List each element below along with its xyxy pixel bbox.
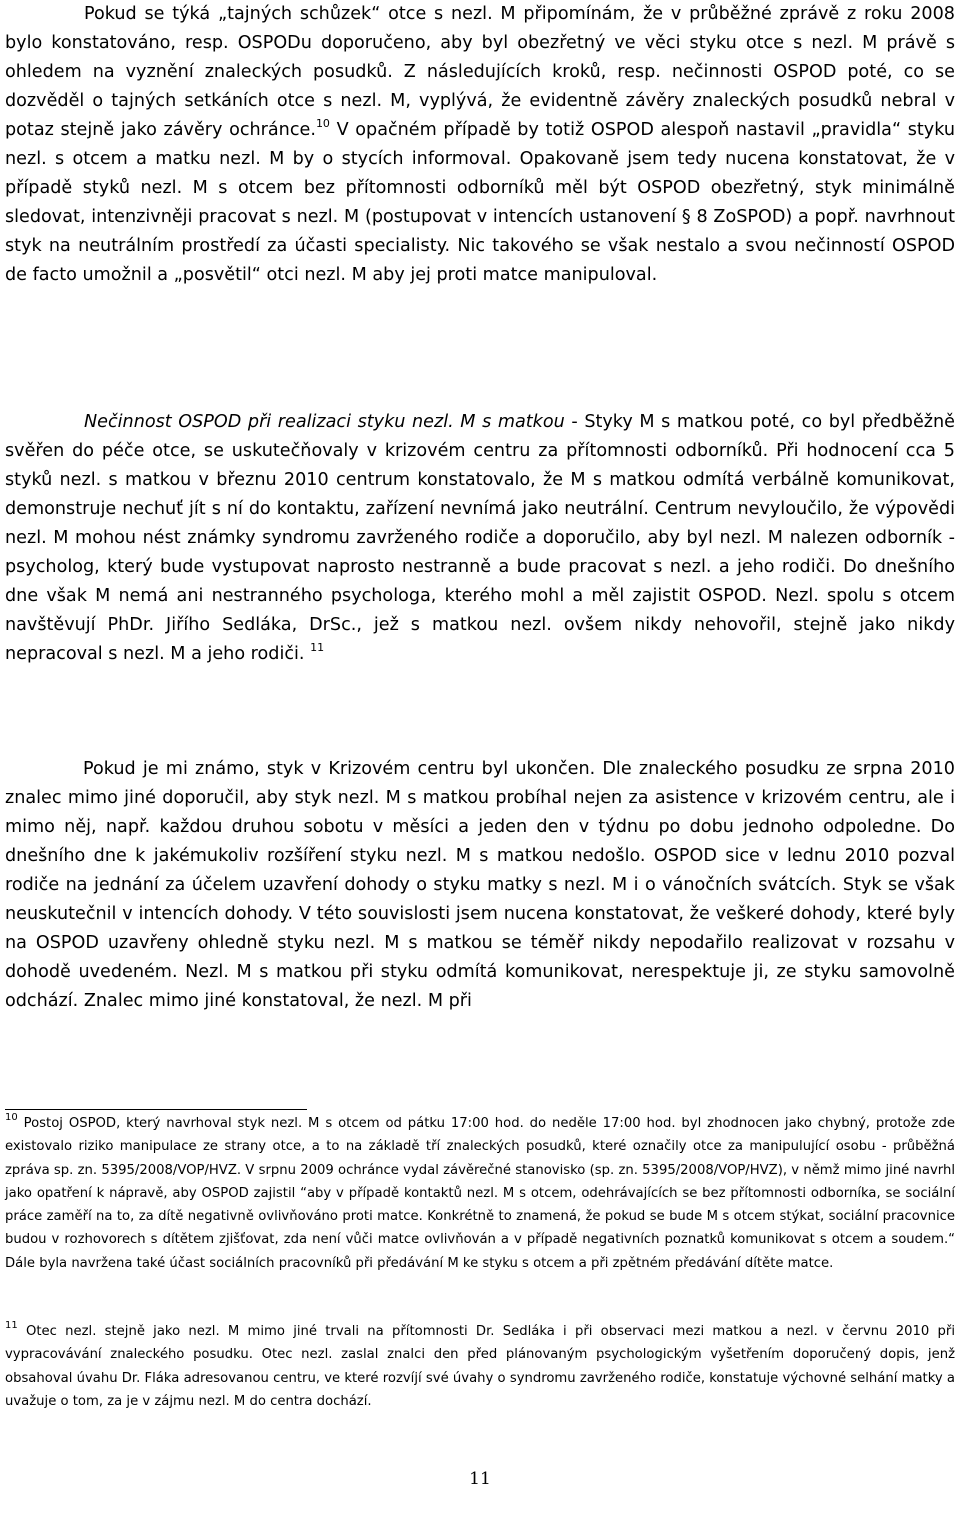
section-heading: Nečinnost OSPOD při realizaci styku nezl. M s matkou <box>84 412 565 432</box>
paragraph-text: Pokud je mi známo, styk v Krizovém centru byl ukončen. Dle znaleckého posudku ze srpna 2010 znalec mimo jiné doporučil, aby styk nezl. M s matkou probíhal nejen za asistence v krizovém centru, ale i mimo něj, např. každou druhou sobotu v měsíci a jeden den v týdnu po dobu jednoho odpoledne. Do dnešního dne k jakémukoliv rozšíření styku nezl. M s matkou nedošlo. OSPOD sice v lednu 2010 pozval rodiče na jednání za účelem uzavření dohody o styku matky s nezl. M i o vánočních svátcích. Styk se však neuskutečnil v intencích dohody. V této souvislosti jsem nucena konstatovat, že veškeré dohody, které byly na OSPOD uzavřeny ohledně styku nezl. M s matkou se téměř nikdy nepodařilo realizovat v rozsahu v dohodě uvedeném. Nezl. M s matkou při styku odmítá komunikovat, nerespektuje ji, ze styku samovolně odchází. Znalec mimo jiné konstatoval, že nezl. M při <box>5 759 955 1011</box>
footnote-11 <box>5 1320 955 1413</box>
footnote-text: Postoj OSPOD, který navrhoval styk nezl. M s otcem od pátku 17:00 hod. do neděle 17:00 hod. byl zhodnocen jako chybný, protože zde existovalo riziko manipulace ze strany otce, a to na základě tří znaleckých posudků, které označily otce za manipulující osobu - průběžná zpráva sp. zn. 5395/2008/VOP/HVZ. V srpnu 2009 ochránce vydal závěrečné stanovisko (sp. zn. 5395/2008/VOP/HVZ), v němž mimo jiné navrhl jako opatření k nápravě, aby OSPOD zajistil “aby v případě kontaktů nezl. M s otcem, odehrávajících se bez přítomnosti odborníka, se sociální práce zaměří na to, za dítě negativně ovlivňováno proti matce. Konkrétně to znamená, že pokud se bude M s otcem stýkat, sociální pracovnice budou v rozhovorech s dítětem zjišťovat, zda není vůči matce ovlivňován a v případě negativních poznatků komunikovat s otcem a soudem.“ Dále byla navržena také účast sociálních pracovníků při předávání M ke styku s otcem a při zpětném předávání dítěte matce. <box>5 1116 955 1271</box>
paragraph-secret-meetings <box>5 0 955 290</box>
paragraph-text: Pokud se týká „tajných schůzek“ otce s nezl. M připomínám, že v průběžné zprávě z roku 2008 bylo konstatováno, resp. OSPODu doporučeno, aby byl obezřetný ve věci styku otce s nezl. M právě s ohledem na vyznění znaleckých posudků. Z následujících kroků, resp. nečinnosti OSPOD poté, co se dozvěděl o tajných setkáních otce s nezl. M, vyplývá, že evidentně závěry znaleckých posudků nebral v potaz stejně jako závěry ochránce. <box>5 4 955 140</box>
footnote-number: 10 <box>5 1112 18 1123</box>
page-number: 11 <box>469 1469 491 1489</box>
footnote-ref: 10 <box>315 117 330 130</box>
footnote-number: 11 <box>5 1320 18 1331</box>
footnote-ref: 11 <box>310 641 325 654</box>
footnote-10 <box>5 1112 955 1275</box>
paragraph-text: - Styky M s matkou poté, co byl předběžně svěřen do péče otce, se uskutečňovaly v krizovém centru za přítomnosti odborníků. Při hodnocení cca 5 styků nezl. s matkou v březnu 2010 centrum konstatovalo, že M s matkou odmítá verbálně komunikovat, demonstruje nechuť jít s ní do kontaktu, zařízení nevnímá jako neutrální. Centrum nevyloučilo, že výpovědi nezl. M mohou nést známky syndromu zavrženého rodiče a doporučilo, aby byl nezl. M nalezen odborník - psycholog, který bude vystupovat naprosto nestranně a bude pracovat s nezl. a jeho rodiči. Do dnešního dne však M nemá ani nestranného psychologa, kterého mohl a měl zajistit OSPOD. Nezl. spolu s otcem navštěvují PhDr. Jiřího Sedláka, DrSc., jež s matkou nezl. ovšem nikdy nehovořil, stejně jako nikdy nepracoval s nezl. M a jeho rodiči. <box>5 412 955 664</box>
footnote-text: Otec nezl. stejně jako nezl. M mimo jiné trvali na přítomnosti Dr. Sedláka i při observaci mezi matkou a nezl. v červnu 2010 při vypracovávání znaleckého posudku. Otec nezl. zaslal znalci den před plánovaným psychologickým vyšetřením doporučený dopis, jenž obsahoval úvahu Dr. Fláka adresovanou centru, ve které rozvíjí své úvahy o syndromu zavrženého rodiče, konstatuje výchovné selhání matky a uvažuje o tom, za je v zájmu nezl. M do centra dochází. <box>5 1324 955 1409</box>
paragraph-crisis-center <box>5 755 955 1016</box>
paragraph-text-continued: V opačném případě by totiž OSPOD alespoň nastavil „pravidla“ styku nezl. s otcem a matku nezl. M by o stycích informoval. Opakovaně jsem tedy nucena konstatovat, že v případě styků nezl. M s otcem bez přítomnosti odborníků měl být OSPOD obezřetný, styk minimálně sledovat, intenzivněji pracovat s nezl. M (postupovat v intencích ustanovení § 8 ZoSPOD) a popř. navrhnout styk na neutrálním prostředí za účasti specialisty. Nic takového se však nestalo a svou nečinností OSPOD de facto umožnil a „posvětil“ otci nezl. M aby jej proti matce manipuloval. <box>5 120 955 285</box>
footnote-separator <box>5 1109 307 1110</box>
paragraph-contact-with-mother <box>5 408 955 669</box>
